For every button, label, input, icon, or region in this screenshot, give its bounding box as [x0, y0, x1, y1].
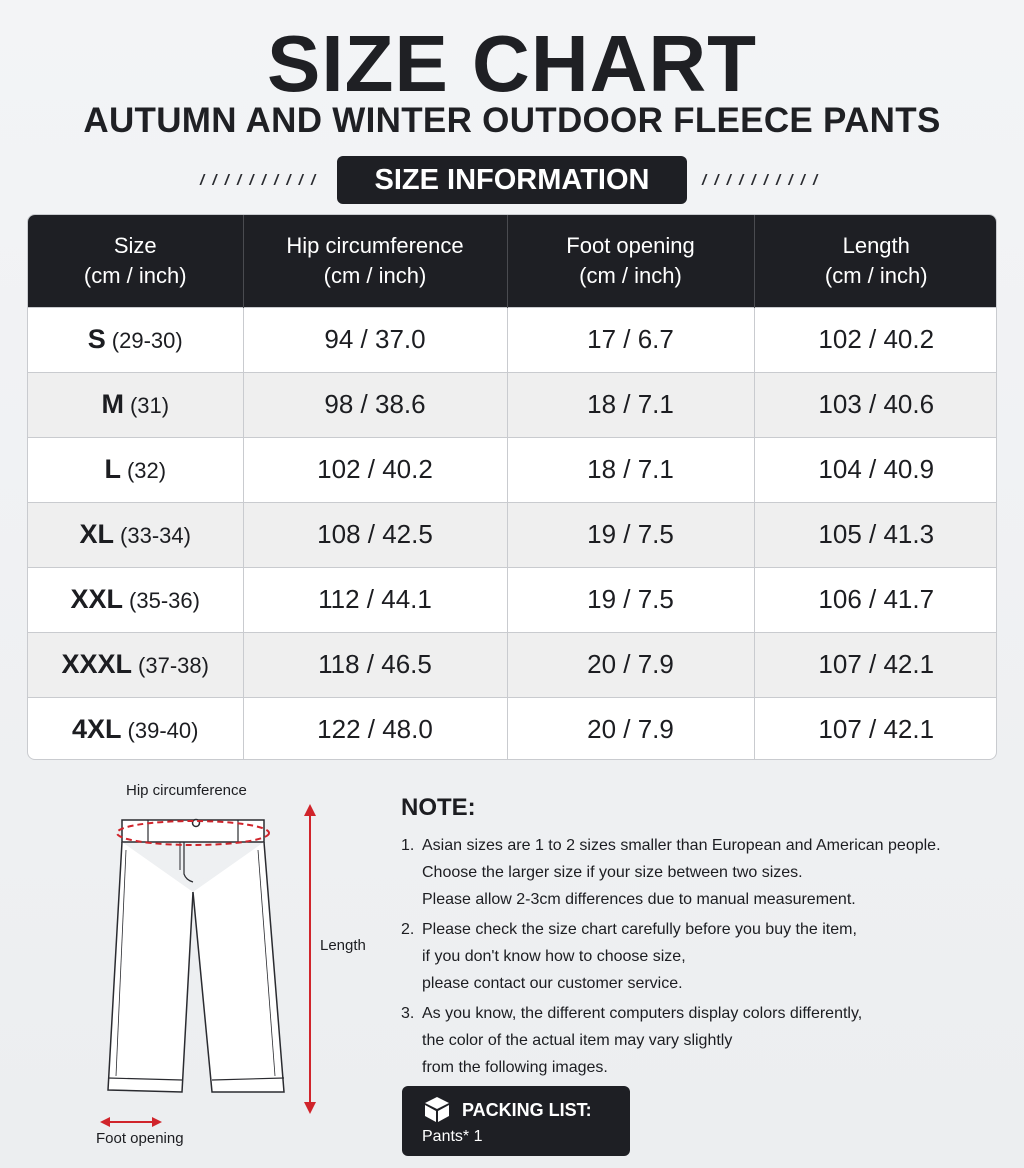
- note-line: Please allow 2-3cm differences due to manual measurement.: [422, 891, 856, 908]
- foot-cell: 20 / 7.9: [507, 632, 754, 697]
- size-cell: [28, 502, 243, 567]
- table-row: [28, 437, 997, 502]
- size-range: (39-40): [127, 718, 199, 744]
- note-item: [401, 1000, 1001, 1081]
- hip-circumference-label: Hip circumference: [126, 782, 247, 799]
- size-info-header: [0, 156, 1024, 206]
- note-number: 1.: [401, 837, 415, 854]
- hip-cell: 112 / 44.1: [243, 567, 507, 632]
- packing-list-label: PACKING LIST:: [462, 1100, 592, 1120]
- decorative-slashes-right: / / / / / / / / / /: [702, 172, 820, 189]
- size-information-badge: SIZE INFORMATION: [337, 156, 687, 204]
- foot-cell: 18 / 7.1: [507, 372, 754, 437]
- table-header-row: [28, 215, 997, 307]
- length-cell: 105 / 41.3: [754, 502, 997, 567]
- size-cell: [28, 697, 243, 760]
- hip-cell: 102 / 40.2: [243, 437, 507, 502]
- size-code: S: [87, 324, 106, 354]
- note-line: As you know, the different computers display colors differently,: [422, 1005, 863, 1022]
- table-row: [28, 567, 997, 632]
- length-cell: 107 / 42.1: [754, 632, 997, 697]
- size-code: XXXL: [61, 649, 133, 679]
- page-title: SIZE CHART: [267, 19, 757, 108]
- hip-cell: 118 / 46.5: [243, 632, 507, 697]
- header-length: Length (cm / inch): [754, 215, 997, 307]
- size-cell: [28, 632, 243, 697]
- note-line: Choose the larger size if your size between two sizes.: [422, 864, 803, 881]
- length-cell: 104 / 40.9: [754, 437, 997, 502]
- note-line: Asian sizes are 1 to 2 sizes smaller than European and American people.: [422, 837, 941, 854]
- header-hip: Hip circumference (cm / inch): [243, 215, 507, 307]
- note-item: [401, 916, 1001, 997]
- size-cell: [28, 372, 243, 437]
- length-cell: 106 / 41.7: [754, 567, 997, 632]
- packing-list-box: [402, 1086, 630, 1156]
- foot-cell: 20 / 7.9: [507, 697, 754, 760]
- size-range: (29-30): [111, 328, 183, 353]
- size-range: (33-34): [120, 523, 191, 548]
- length-cell: 103 / 40.6: [754, 372, 997, 437]
- table-row: [28, 372, 997, 437]
- size-range: (35-36): [129, 588, 200, 613]
- size-code: 4XL: [72, 714, 122, 745]
- note-item: [401, 832, 1001, 913]
- foot-opening-label: Foot opening: [96, 1130, 184, 1147]
- foot-cell: 18 / 7.1: [507, 437, 754, 502]
- table-row: [28, 502, 997, 567]
- pants-diagram: [90, 780, 390, 1160]
- note-title: NOTE:: [401, 794, 476, 821]
- size-cell: [28, 437, 243, 502]
- header-size: Size (cm / inch): [28, 215, 243, 307]
- length-label: Length: [320, 937, 366, 954]
- note-line: please contact our customer service.: [422, 975, 683, 992]
- size-cell: [28, 307, 243, 372]
- table-row: [28, 307, 997, 372]
- decorative-slashes-left: / / / / / / / / / /: [200, 172, 318, 189]
- table-row: [28, 697, 997, 760]
- box-icon: [422, 1094, 452, 1124]
- size-range: (37-38): [138, 653, 209, 678]
- foot-cell: 19 / 7.5: [507, 502, 754, 567]
- table-row: [28, 632, 997, 697]
- note-number: 3.: [401, 1005, 415, 1022]
- size-code: XXL: [70, 584, 124, 614]
- size-code: M: [101, 389, 124, 419]
- note-line: the color of the actual item may vary slightly: [422, 1032, 733, 1049]
- foot-cell: 17 / 6.7: [507, 307, 754, 372]
- hip-cell: 98 / 38.6: [243, 372, 507, 437]
- hip-cell: 94 / 37.0: [243, 307, 507, 372]
- length-cell: 107 / 42.1: [754, 697, 997, 760]
- notes-list: [401, 832, 1001, 1084]
- size-range: (32): [126, 458, 167, 483]
- note-line: from the following images.: [422, 1059, 608, 1076]
- pants-outline-icon: [90, 780, 390, 1160]
- size-table: [27, 214, 997, 760]
- size-range: (31): [129, 393, 170, 418]
- packing-list-value: Pants* 1: [422, 1128, 483, 1145]
- size-code: XL: [79, 519, 115, 549]
- note-line: if you don't know how to choose size,: [422, 948, 686, 965]
- page-subtitle: AUTUMN AND WINTER OUTDOOR FLEECE PANTS: [83, 101, 941, 140]
- note-line: Please check the size chart carefully before you buy the item,: [422, 921, 857, 938]
- length-cell: 102 / 40.2: [754, 307, 997, 372]
- size-code: L: [104, 454, 121, 484]
- size-cell: [28, 567, 243, 632]
- hip-cell: 108 / 42.5: [243, 502, 507, 567]
- note-number: 2.: [401, 921, 415, 938]
- header-foot: Foot opening (cm / inch): [507, 215, 754, 307]
- foot-cell: 19 / 7.5: [507, 567, 754, 632]
- hip-cell: 122 / 48.0: [243, 697, 507, 760]
